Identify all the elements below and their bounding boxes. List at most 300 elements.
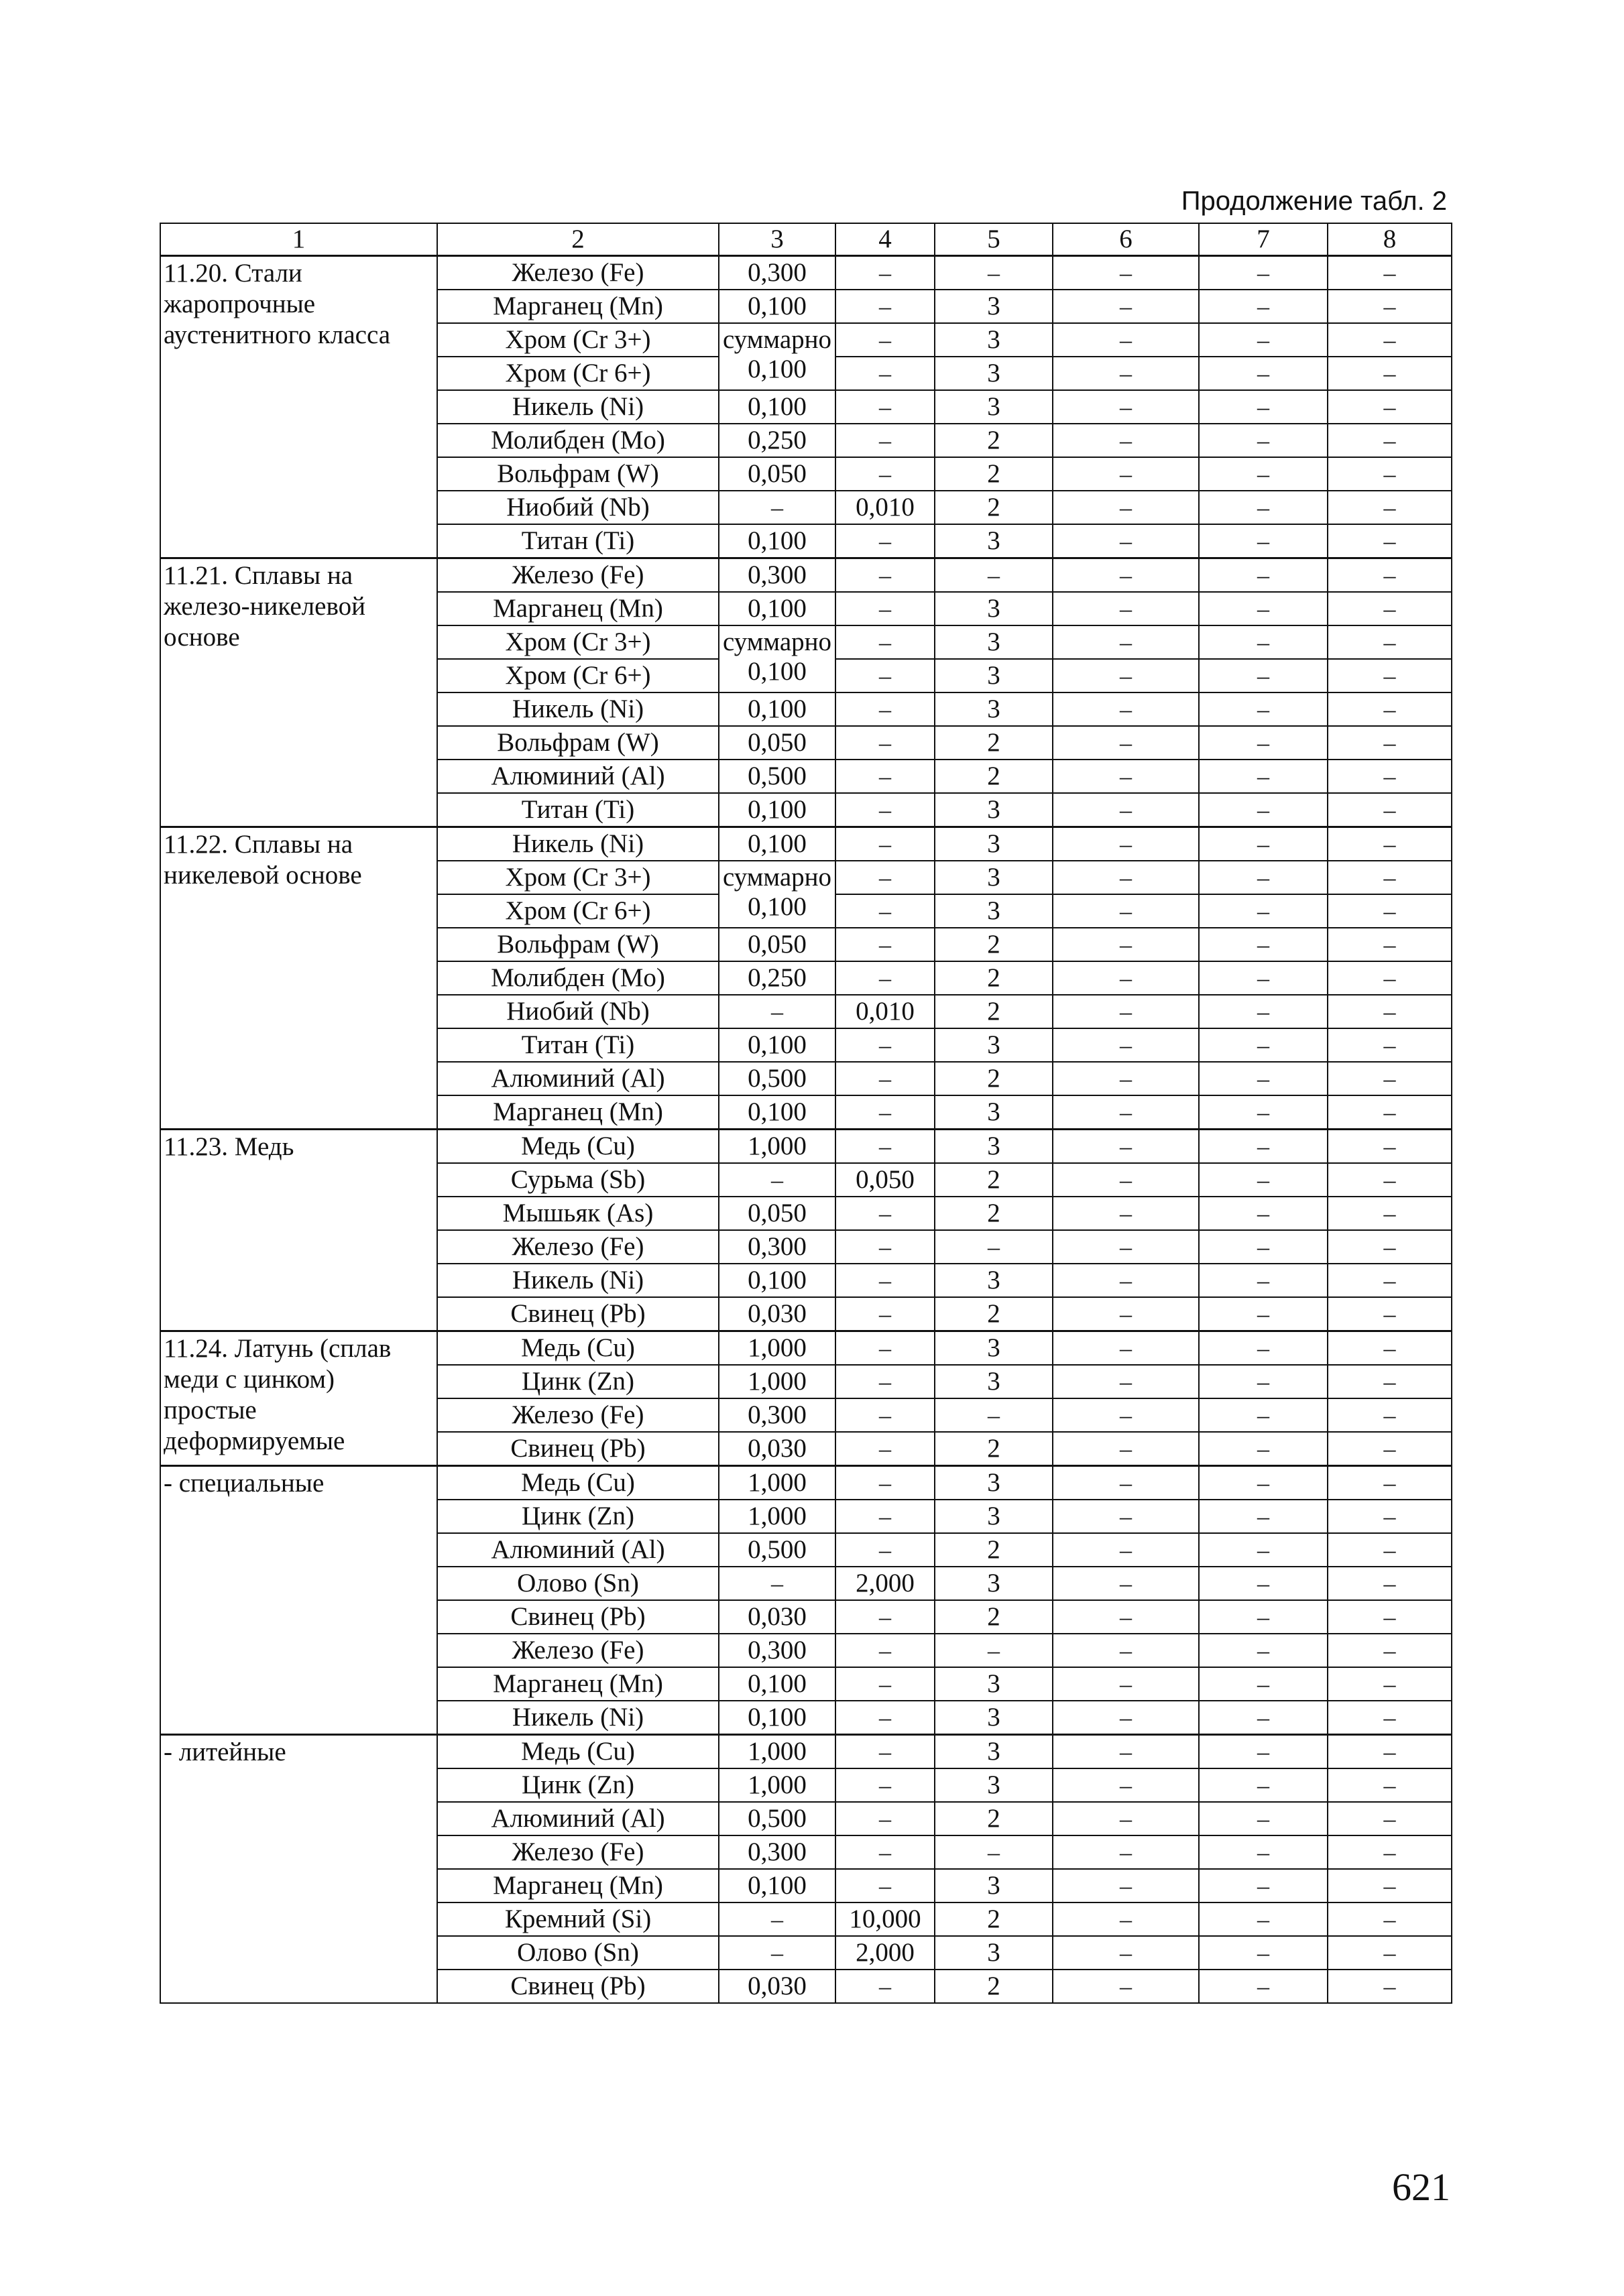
value-cell-col6: – bbox=[1053, 1230, 1199, 1264]
value-cell-col7: – bbox=[1199, 323, 1328, 357]
value-cell-col3: 0,300 bbox=[719, 256, 835, 290]
value-cell-col6: – bbox=[1053, 659, 1199, 692]
value-cell-col6: – bbox=[1053, 524, 1199, 558]
value-cell-col3: 1,000 bbox=[719, 1365, 835, 1398]
substance-cell: Цинк (Zn) bbox=[437, 1500, 719, 1533]
value-cell-col5: 3 bbox=[935, 290, 1053, 323]
value-cell-col3: суммарно 0,100 bbox=[719, 861, 835, 928]
value-cell-col5: – bbox=[935, 558, 1053, 593]
substance-cell: Вольфрам (W) bbox=[437, 457, 719, 491]
value-cell-col8: – bbox=[1328, 1365, 1452, 1398]
value-cell-col6: – bbox=[1053, 1500, 1199, 1533]
table-row bbox=[160, 1466, 1452, 1500]
value-cell-col6: – bbox=[1053, 1398, 1199, 1432]
value-cell-col8: – bbox=[1328, 793, 1452, 827]
value-cell-col8: – bbox=[1328, 1768, 1452, 1802]
value-cell-col3: 0,100 bbox=[719, 692, 835, 726]
page-number: 621 bbox=[1392, 2165, 1450, 2209]
value-cell-col5: – bbox=[935, 1398, 1053, 1432]
value-cell-col4: – bbox=[835, 861, 935, 894]
value-cell-col6: – bbox=[1053, 692, 1199, 726]
value-cell-col5: 3 bbox=[935, 1701, 1053, 1735]
value-cell-col5: 3 bbox=[935, 1567, 1053, 1600]
value-cell-col7: – bbox=[1199, 1567, 1328, 1600]
value-cell-col6: – bbox=[1053, 323, 1199, 357]
value-cell-col3: 0,300 bbox=[719, 1398, 835, 1432]
value-cell-col8: – bbox=[1328, 1398, 1452, 1432]
value-cell-col7: – bbox=[1199, 1902, 1328, 1936]
value-cell-col6: – bbox=[1053, 726, 1199, 760]
substance-cell: Свинец (Pb) bbox=[437, 1600, 719, 1634]
value-cell-col4: 2,000 bbox=[835, 1936, 935, 1970]
value-cell-col4: – bbox=[835, 1768, 935, 1802]
value-cell-col5: 3 bbox=[935, 659, 1053, 692]
value-cell-col7: – bbox=[1199, 1163, 1328, 1197]
value-cell-col6: – bbox=[1053, 1095, 1199, 1130]
value-cell-col3: 1,000 bbox=[719, 1331, 835, 1366]
value-cell-col5: 3 bbox=[935, 1735, 1053, 1769]
value-cell-col6: – bbox=[1053, 1768, 1199, 1802]
value-cell-col5: 3 bbox=[935, 357, 1053, 390]
value-cell-col7: – bbox=[1199, 692, 1328, 726]
value-cell-col7: – bbox=[1199, 1398, 1328, 1432]
value-cell-col4: – bbox=[835, 1028, 935, 1062]
value-cell-col7: – bbox=[1199, 726, 1328, 760]
value-cell-col4: – bbox=[835, 1264, 935, 1297]
substance-cell: Железо (Fe) bbox=[437, 1398, 719, 1432]
value-cell-col8: – bbox=[1328, 659, 1452, 692]
value-cell-col5: 3 bbox=[935, 894, 1053, 928]
value-cell-col7: – bbox=[1199, 1197, 1328, 1230]
value-cell-col7: – bbox=[1199, 1768, 1328, 1802]
value-cell-col7: – bbox=[1199, 1869, 1328, 1902]
group-title-cell: 11.23. Медь bbox=[160, 1130, 437, 1331]
value-cell-col3: 1,000 bbox=[719, 1466, 835, 1500]
table-body bbox=[160, 223, 1452, 2003]
value-cell-col5: 2 bbox=[935, 1970, 1053, 2003]
substance-cell: Свинец (Pb) bbox=[437, 1970, 719, 2003]
value-cell-col6: – bbox=[1053, 1567, 1199, 1600]
value-cell-col7: – bbox=[1199, 390, 1328, 424]
substance-cell: Никель (Ni) bbox=[437, 390, 719, 424]
value-cell-col6: – bbox=[1053, 760, 1199, 793]
substance-cell: Цинк (Zn) bbox=[437, 1768, 719, 1802]
group-title-cell: 11.24. Латунь (сплав меди с цинком) простые деформируемые bbox=[160, 1331, 437, 1466]
value-cell-col6: – bbox=[1053, 827, 1199, 861]
substance-cell: Железо (Fe) bbox=[437, 1835, 719, 1869]
value-cell-col4: – bbox=[835, 1835, 935, 1869]
substance-cell: Ниобий (Nb) bbox=[437, 995, 719, 1028]
value-cell-col8: – bbox=[1328, 1667, 1452, 1701]
substance-cell: Никель (Ni) bbox=[437, 1701, 719, 1735]
value-cell-col5: 2 bbox=[935, 1802, 1053, 1835]
value-cell-col7: – bbox=[1199, 1835, 1328, 1869]
value-cell-col6: – bbox=[1053, 1297, 1199, 1331]
value-cell-col8: – bbox=[1328, 1163, 1452, 1197]
value-cell-col6: – bbox=[1053, 1802, 1199, 1835]
value-cell-col8: – bbox=[1328, 1331, 1452, 1366]
substance-cell: Олово (Sn) bbox=[437, 1936, 719, 1970]
value-cell-col8: – bbox=[1328, 1936, 1452, 1970]
value-cell-col5: 2 bbox=[935, 1600, 1053, 1634]
substance-cell: Молибден (Mo) bbox=[437, 424, 719, 457]
substance-cell: Титан (Ti) bbox=[437, 793, 719, 827]
value-cell-col5: 2 bbox=[935, 1163, 1053, 1197]
substance-cell: Свинец (Pb) bbox=[437, 1297, 719, 1331]
value-cell-col3: 1,000 bbox=[719, 1735, 835, 1769]
value-cell-col8: – bbox=[1328, 726, 1452, 760]
substance-cell: Молибден (Mo) bbox=[437, 961, 719, 995]
value-cell-col5: 2 bbox=[935, 961, 1053, 995]
value-cell-col5: 3 bbox=[935, 592, 1053, 625]
value-cell-col7: – bbox=[1199, 1062, 1328, 1095]
value-cell-col7: – bbox=[1199, 1701, 1328, 1735]
value-cell-col6: – bbox=[1053, 1062, 1199, 1095]
value-cell-col3: 0,250 bbox=[719, 424, 835, 457]
value-cell-col7: – bbox=[1199, 357, 1328, 390]
value-cell-col3: суммарно 0,100 bbox=[719, 625, 835, 692]
value-cell-col3: 0,050 bbox=[719, 928, 835, 961]
substance-cell: Ниобий (Nb) bbox=[437, 491, 719, 524]
value-cell-col4: – bbox=[835, 457, 935, 491]
value-cell-col7: – bbox=[1199, 290, 1328, 323]
value-cell-col5: 2 bbox=[935, 1902, 1053, 1936]
value-cell-col3: 0,300 bbox=[719, 1634, 835, 1667]
substance-cell: Железо (Fe) bbox=[437, 1230, 719, 1264]
value-cell-col3: суммарно 0,100 bbox=[719, 323, 835, 390]
value-cell-col8: – bbox=[1328, 1869, 1452, 1902]
value-cell-col8: – bbox=[1328, 1432, 1452, 1466]
value-cell-col7: – bbox=[1199, 1634, 1328, 1667]
value-cell-col7: – bbox=[1199, 1936, 1328, 1970]
substance-cell: Алюминий (Al) bbox=[437, 1802, 719, 1835]
value-cell-col4: – bbox=[835, 256, 935, 290]
value-cell-col3: 0,250 bbox=[719, 961, 835, 995]
group-title-cell: - специальные bbox=[160, 1466, 437, 1735]
substance-cell: Марганец (Mn) bbox=[437, 1095, 719, 1130]
value-cell-col8: – bbox=[1328, 290, 1452, 323]
value-cell-col5: 3 bbox=[935, 1130, 1053, 1164]
value-cell-col3: 0,100 bbox=[719, 524, 835, 558]
value-cell-col4: – bbox=[835, 1802, 935, 1835]
header-cell: 1 bbox=[160, 223, 437, 256]
value-cell-col5: 2 bbox=[935, 457, 1053, 491]
value-cell-col7: – bbox=[1199, 827, 1328, 861]
value-cell-col6: – bbox=[1053, 256, 1199, 290]
value-cell-col5: 2 bbox=[935, 1432, 1053, 1466]
value-cell-col6: – bbox=[1053, 1970, 1199, 2003]
value-cell-col5: 2 bbox=[935, 1533, 1053, 1567]
value-cell-col6: – bbox=[1053, 290, 1199, 323]
value-cell-col3: 0,300 bbox=[719, 1230, 835, 1264]
value-cell-col8: – bbox=[1328, 1500, 1452, 1533]
value-cell-col5: 3 bbox=[935, 692, 1053, 726]
value-cell-col4: – bbox=[835, 1398, 935, 1432]
header-cell: 3 bbox=[719, 223, 835, 256]
value-cell-col8: – bbox=[1328, 692, 1452, 726]
substance-cell: Медь (Cu) bbox=[437, 1331, 719, 1366]
value-cell-col8: – bbox=[1328, 390, 1452, 424]
value-cell-col4: – bbox=[835, 290, 935, 323]
value-cell-col8: – bbox=[1328, 1230, 1452, 1264]
value-cell-col6: – bbox=[1053, 1264, 1199, 1297]
value-cell-col6: – bbox=[1053, 928, 1199, 961]
value-cell-col8: – bbox=[1328, 1701, 1452, 1735]
value-cell-col6: – bbox=[1053, 1634, 1199, 1667]
value-cell-col6: – bbox=[1053, 357, 1199, 390]
value-cell-col4: – bbox=[835, 961, 935, 995]
value-cell-col4: – bbox=[835, 1701, 935, 1735]
substance-cell: Кремний (Si) bbox=[437, 1902, 719, 1936]
table-row bbox=[160, 1735, 1452, 1769]
value-cell-col8: – bbox=[1328, 1533, 1452, 1567]
value-cell-col4: – bbox=[835, 928, 935, 961]
pollutant-table bbox=[160, 223, 1452, 2004]
value-cell-col5: 3 bbox=[935, 625, 1053, 659]
value-cell-col3: 0,100 bbox=[719, 1028, 835, 1062]
value-cell-col6: – bbox=[1053, 861, 1199, 894]
value-cell-col5: 3 bbox=[935, 1331, 1053, 1366]
substance-cell: Цинк (Zn) bbox=[437, 1365, 719, 1398]
value-cell-col4: 0,010 bbox=[835, 995, 935, 1028]
value-cell-col3: 0,100 bbox=[719, 1264, 835, 1297]
value-cell-col7: – bbox=[1199, 1735, 1328, 1769]
substance-cell: Вольфрам (W) bbox=[437, 726, 719, 760]
value-cell-col5: 2 bbox=[935, 1062, 1053, 1095]
substance-cell: Хром (Cr 6+) bbox=[437, 659, 719, 692]
substance-cell: Железо (Fe) bbox=[437, 256, 719, 290]
value-cell-col8: – bbox=[1328, 961, 1452, 995]
value-cell-col4: – bbox=[835, 424, 935, 457]
header-row bbox=[160, 223, 1452, 256]
value-cell-col3: 0,100 bbox=[719, 1869, 835, 1902]
substance-cell: Свинец (Pb) bbox=[437, 1432, 719, 1466]
value-cell-col4: – bbox=[835, 760, 935, 793]
value-cell-col4: 10,000 bbox=[835, 1902, 935, 1936]
value-cell-col8: – bbox=[1328, 1634, 1452, 1667]
value-cell-col7: – bbox=[1199, 1432, 1328, 1466]
value-cell-col5: 3 bbox=[935, 1466, 1053, 1500]
value-cell-col8: – bbox=[1328, 1902, 1452, 1936]
value-cell-col8: – bbox=[1328, 558, 1452, 593]
value-cell-col7: – bbox=[1199, 995, 1328, 1028]
value-cell-col7: – bbox=[1199, 1095, 1328, 1130]
value-cell-col6: – bbox=[1053, 1735, 1199, 1769]
value-cell-col3: 0,100 bbox=[719, 1667, 835, 1701]
value-cell-col7: – bbox=[1199, 1230, 1328, 1264]
value-cell-col6: – bbox=[1053, 457, 1199, 491]
value-cell-col4: – bbox=[835, 1297, 935, 1331]
value-cell-col4: – bbox=[835, 1634, 935, 1667]
value-cell-col4: – bbox=[835, 1095, 935, 1130]
value-cell-col3: 0,100 bbox=[719, 390, 835, 424]
value-cell-col7: – bbox=[1199, 1028, 1328, 1062]
value-cell-col3: 0,100 bbox=[719, 827, 835, 861]
value-cell-col6: – bbox=[1053, 1600, 1199, 1634]
value-cell-col4: 0,010 bbox=[835, 491, 935, 524]
value-cell-col6: – bbox=[1053, 1835, 1199, 1869]
value-cell-col7: – bbox=[1199, 424, 1328, 457]
value-cell-col3: – bbox=[719, 491, 835, 524]
substance-cell: Алюминий (Al) bbox=[437, 1533, 719, 1567]
value-cell-col5: 3 bbox=[935, 1095, 1053, 1130]
header-cell: 7 bbox=[1199, 223, 1328, 256]
value-cell-col6: – bbox=[1053, 1466, 1199, 1500]
value-cell-col4: – bbox=[835, 592, 935, 625]
substance-cell: Сурьма (Sb) bbox=[437, 1163, 719, 1197]
table-row bbox=[160, 827, 1452, 861]
value-cell-col3: 0,050 bbox=[719, 726, 835, 760]
value-cell-col4: – bbox=[835, 793, 935, 827]
value-cell-col7: – bbox=[1199, 1500, 1328, 1533]
value-cell-col3: – bbox=[719, 1163, 835, 1197]
substance-cell: Никель (Ni) bbox=[437, 1264, 719, 1297]
value-cell-col3: 0,100 bbox=[719, 793, 835, 827]
value-cell-col4: – bbox=[835, 1062, 935, 1095]
value-cell-col7: – bbox=[1199, 524, 1328, 558]
value-cell-col4: – bbox=[835, 894, 935, 928]
value-cell-col3: 0,300 bbox=[719, 1835, 835, 1869]
table-row bbox=[160, 256, 1452, 290]
value-cell-col8: – bbox=[1328, 894, 1452, 928]
value-cell-col7: – bbox=[1199, 1600, 1328, 1634]
value-cell-col5: 3 bbox=[935, 1028, 1053, 1062]
value-cell-col6: – bbox=[1053, 1365, 1199, 1398]
substance-cell: Хром (Cr 3+) bbox=[437, 625, 719, 659]
value-cell-col6: – bbox=[1053, 424, 1199, 457]
value-cell-col3: – bbox=[719, 1567, 835, 1600]
value-cell-col7: – bbox=[1199, 256, 1328, 290]
value-cell-col6: – bbox=[1053, 1432, 1199, 1466]
value-cell-col5: 2 bbox=[935, 1197, 1053, 1230]
header-cell: 5 bbox=[935, 223, 1053, 256]
value-cell-col8: – bbox=[1328, 1062, 1452, 1095]
value-cell-col7: – bbox=[1199, 1802, 1328, 1835]
substance-cell: Мышьяк (As) bbox=[437, 1197, 719, 1230]
value-cell-col5: – bbox=[935, 256, 1053, 290]
value-cell-col6: – bbox=[1053, 625, 1199, 659]
value-cell-col8: – bbox=[1328, 424, 1452, 457]
value-cell-col6: – bbox=[1053, 1902, 1199, 1936]
value-cell-col3: 0,100 bbox=[719, 290, 835, 323]
value-cell-col7: – bbox=[1199, 659, 1328, 692]
substance-cell: Медь (Cu) bbox=[437, 1130, 719, 1164]
value-cell-col4: – bbox=[835, 1432, 935, 1466]
value-cell-col4: – bbox=[835, 1600, 935, 1634]
substance-cell: Вольфрам (W) bbox=[437, 928, 719, 961]
value-cell-col8: – bbox=[1328, 323, 1452, 357]
value-cell-col6: – bbox=[1053, 558, 1199, 593]
value-cell-col4: – bbox=[835, 558, 935, 593]
value-cell-col4: – bbox=[835, 390, 935, 424]
value-cell-col3: 0,050 bbox=[719, 1197, 835, 1230]
value-cell-col5: 3 bbox=[935, 1264, 1053, 1297]
value-cell-col5: 3 bbox=[935, 524, 1053, 558]
value-cell-col7: – bbox=[1199, 861, 1328, 894]
value-cell-col5: – bbox=[935, 1230, 1053, 1264]
value-cell-col3: 0,030 bbox=[719, 1432, 835, 1466]
value-cell-col4: – bbox=[835, 1869, 935, 1902]
substance-cell: Хром (Cr 3+) bbox=[437, 323, 719, 357]
value-cell-col6: – bbox=[1053, 995, 1199, 1028]
value-cell-col5: 3 bbox=[935, 1667, 1053, 1701]
table-row bbox=[160, 558, 1452, 593]
value-cell-col4: – bbox=[835, 1466, 935, 1500]
header-cell: 2 bbox=[437, 223, 719, 256]
value-cell-col4: – bbox=[835, 1130, 935, 1164]
value-cell-col3: 0,500 bbox=[719, 760, 835, 793]
substance-cell: Титан (Ti) bbox=[437, 524, 719, 558]
value-cell-col4: 2,000 bbox=[835, 1567, 935, 1600]
value-cell-col6: – bbox=[1053, 491, 1199, 524]
value-cell-col4: – bbox=[835, 827, 935, 861]
value-cell-col4: – bbox=[835, 323, 935, 357]
substance-cell: Никель (Ni) bbox=[437, 827, 719, 861]
value-cell-col4: – bbox=[835, 726, 935, 760]
value-cell-col8: – bbox=[1328, 1466, 1452, 1500]
value-cell-col5: 2 bbox=[935, 491, 1053, 524]
value-cell-col8: – bbox=[1328, 357, 1452, 390]
value-cell-col7: – bbox=[1199, 592, 1328, 625]
substance-cell: Медь (Cu) bbox=[437, 1735, 719, 1769]
substance-cell: Марганец (Mn) bbox=[437, 592, 719, 625]
value-cell-col8: – bbox=[1328, 592, 1452, 625]
value-cell-col8: – bbox=[1328, 1028, 1452, 1062]
value-cell-col7: – bbox=[1199, 1331, 1328, 1366]
header-cell: 8 bbox=[1328, 223, 1452, 256]
value-cell-col7: – bbox=[1199, 1667, 1328, 1701]
value-cell-col7: – bbox=[1199, 1365, 1328, 1398]
value-cell-col6: – bbox=[1053, 1701, 1199, 1735]
value-cell-col4: – bbox=[835, 1970, 935, 2003]
substance-cell: Железо (Fe) bbox=[437, 1634, 719, 1667]
value-cell-col6: – bbox=[1053, 1533, 1199, 1567]
value-cell-col7: – bbox=[1199, 928, 1328, 961]
value-cell-col3: 0,300 bbox=[719, 558, 835, 593]
value-cell-col4: – bbox=[835, 692, 935, 726]
value-cell-col7: – bbox=[1199, 961, 1328, 995]
value-cell-col6: – bbox=[1053, 793, 1199, 827]
group-title-cell: 11.21. Сплавы на железо-никелевой основе bbox=[160, 558, 437, 827]
value-cell-col7: – bbox=[1199, 491, 1328, 524]
value-cell-col4: – bbox=[835, 1230, 935, 1264]
value-cell-col5: 2 bbox=[935, 424, 1053, 457]
value-cell-col7: – bbox=[1199, 760, 1328, 793]
value-cell-col8: – bbox=[1328, 995, 1452, 1028]
value-cell-col4: – bbox=[835, 1533, 935, 1567]
value-cell-col3: – bbox=[719, 995, 835, 1028]
value-cell-col8: – bbox=[1328, 861, 1452, 894]
value-cell-col7: – bbox=[1199, 457, 1328, 491]
value-cell-col8: – bbox=[1328, 1297, 1452, 1331]
value-cell-col6: – bbox=[1053, 1163, 1199, 1197]
value-cell-col3: 0,100 bbox=[719, 1701, 835, 1735]
value-cell-col8: – bbox=[1328, 1197, 1452, 1230]
value-cell-col4: – bbox=[835, 1735, 935, 1769]
value-cell-col8: – bbox=[1328, 256, 1452, 290]
value-cell-col7: – bbox=[1199, 894, 1328, 928]
substance-cell: Никель (Ni) bbox=[437, 692, 719, 726]
value-cell-col7: – bbox=[1199, 793, 1328, 827]
value-cell-col6: – bbox=[1053, 390, 1199, 424]
value-cell-col6: – bbox=[1053, 1130, 1199, 1164]
value-cell-col5: 2 bbox=[935, 995, 1053, 1028]
value-cell-col7: – bbox=[1199, 1297, 1328, 1331]
value-cell-col5: 3 bbox=[935, 323, 1053, 357]
value-cell-col4: 0,050 bbox=[835, 1163, 935, 1197]
value-cell-col6: – bbox=[1053, 961, 1199, 995]
value-cell-col6: – bbox=[1053, 592, 1199, 625]
